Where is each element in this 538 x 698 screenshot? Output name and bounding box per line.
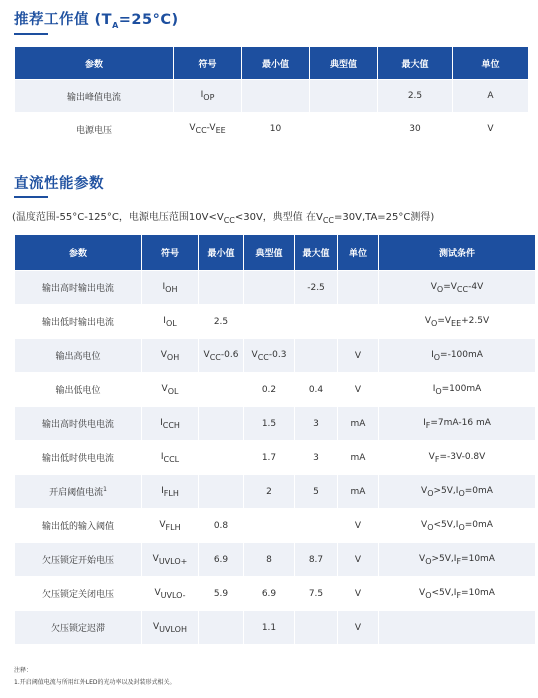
symbol-cell: [174, 80, 241, 112]
typ-cell: [244, 441, 294, 474]
symbol-text: I: [163, 315, 166, 326]
symbol-cell: [142, 373, 198, 406]
min-cell: [199, 611, 243, 644]
min-cell: [199, 339, 243, 372]
condition-sub: O: [427, 488, 434, 498]
cond-part-b: <30V，典型值 在V: [234, 212, 323, 223]
condition-sub: O: [435, 386, 442, 396]
param-cell: [15, 339, 141, 372]
max-text: 0.4: [308, 384, 324, 395]
unit-cell: [338, 543, 378, 576]
symbol-sub: UVLOH: [159, 624, 187, 634]
param-cell: [15, 543, 141, 576]
max-cell: [295, 577, 337, 610]
condition-sub: F: [434, 454, 440, 464]
symbol-text: I: [160, 451, 164, 462]
unit-cell: [453, 80, 528, 112]
symbol-sub: UVLO-: [160, 590, 186, 600]
table2-row: [15, 577, 535, 610]
unit-value: V: [487, 124, 494, 134]
section2-title: 直流性能参数: [14, 176, 104, 192]
condition-text: I: [432, 383, 436, 394]
typ-text: 8: [266, 554, 272, 565]
dc-characteristics-table: [14, 234, 536, 645]
symbol-text: I: [162, 281, 166, 292]
condition-rest: <5V,I: [433, 519, 459, 530]
condition-cell: [379, 373, 535, 406]
symbol-sub: FLH: [163, 488, 179, 498]
max-cell: [295, 611, 337, 644]
typ-cell: [244, 407, 294, 440]
symbol-sub: OP: [203, 92, 215, 102]
table1-header-0: 参数: [15, 47, 173, 79]
table2-row: [15, 543, 535, 576]
condition-rest: =7mA-16 mA: [430, 417, 491, 428]
max-text: 8.7: [308, 554, 324, 565]
condition-cell: [379, 305, 535, 338]
condition-text: V: [421, 519, 428, 530]
min-cell: [199, 407, 243, 440]
max-cell: [295, 305, 337, 338]
unit-cell: [453, 113, 528, 145]
unit-cell: [338, 441, 378, 474]
test-conditions-note: [12, 208, 434, 225]
condition-sub2: CC: [456, 284, 469, 294]
typ-cell: [244, 475, 294, 508]
param-cell: [15, 305, 141, 338]
table2-header-0: 参数: [15, 235, 141, 270]
min-text: V: [203, 349, 210, 360]
max-cell: [295, 509, 337, 542]
param-name: 输出高时供电电流: [41, 420, 114, 430]
param-name: 电源电压: [75, 125, 112, 136]
min-cell: [199, 271, 243, 304]
condition-cell: [379, 339, 535, 372]
max-cell: [295, 373, 337, 406]
table1-row: [15, 80, 528, 112]
min-cell: [199, 373, 243, 406]
symbol-cell: [142, 475, 198, 508]
typ-cell: [244, 611, 294, 644]
condition-rest2: =0mA: [464, 519, 493, 530]
table2-row: [15, 339, 535, 372]
condition-sub: O: [433, 352, 441, 362]
table2-row: [15, 305, 535, 338]
table1-header-row: [15, 47, 528, 79]
symbol-cell: [142, 407, 198, 440]
table1-header-1: 符号: [174, 47, 241, 79]
symbol-sub: OH: [165, 284, 178, 294]
param-cell: [15, 475, 141, 508]
table2-header-4: 最大值: [295, 235, 337, 270]
max-cell: [295, 475, 337, 508]
symbol-text: V: [161, 383, 168, 394]
unit-text: mA: [350, 452, 366, 463]
table2-row: [15, 611, 535, 644]
condition-rest: <5V,I: [431, 587, 457, 598]
param-cell: [15, 577, 141, 610]
min-cell: [199, 577, 243, 610]
condition-sub2: O: [458, 522, 465, 532]
unit-cell: [338, 611, 378, 644]
symbol-text: V: [189, 123, 196, 134]
symbol-cell: [142, 271, 198, 304]
table1-body: [15, 80, 528, 145]
symbol-text: I: [160, 417, 163, 428]
condition-sub2: O: [458, 488, 465, 498]
symbol-sub: CCH: [162, 420, 180, 430]
max-value: 30: [409, 124, 421, 134]
typ-text: V: [251, 349, 258, 360]
symbol-sub: OH: [166, 352, 180, 362]
param-cell: [15, 80, 173, 112]
condition-text: V: [424, 315, 432, 326]
max-text: -2.5: [307, 282, 325, 293]
max-cell: [295, 543, 337, 576]
unit-text: mA: [350, 418, 366, 429]
typ-text: 6.9: [261, 588, 277, 599]
max-text: 5: [313, 486, 319, 497]
param-name: 输出低时输出电流: [41, 318, 114, 328]
max-cell: [295, 407, 337, 440]
param-name: 欠压锁定关闭电压: [41, 590, 114, 600]
condition-cell: [379, 577, 535, 610]
unit-cell: [338, 373, 378, 406]
condition-rest2: -4V: [468, 281, 484, 292]
section2-underline: [14, 196, 48, 198]
param-name: 开启阈值电流: [49, 488, 104, 498]
param-cell: [15, 611, 141, 644]
max-text: 3: [313, 418, 319, 429]
unit-value: A: [487, 91, 494, 101]
max-value: 2.5: [407, 91, 423, 101]
param-cell: [15, 113, 173, 145]
max-cell: [295, 339, 337, 372]
param-name: 输出高电位: [55, 352, 101, 362]
condition-sub2: F: [456, 556, 462, 566]
condition-rest2: =0mA: [464, 485, 493, 496]
section1-title-suffix: =25°C): [118, 12, 179, 28]
typ-text: 0.2: [261, 384, 277, 395]
condition-rest: =-3V-0.8V: [439, 451, 486, 462]
unit-cell: [338, 305, 378, 338]
condition-cell: [379, 543, 535, 576]
unit-cell: [338, 577, 378, 610]
condition-text: I: [423, 417, 426, 428]
table1-row: [15, 113, 528, 145]
symbol2-text: -V: [206, 123, 216, 134]
min-text: 6.9: [213, 554, 229, 565]
table2-row: [15, 407, 535, 440]
condition-text: I: [431, 349, 434, 360]
condition-cell: [379, 475, 535, 508]
cond-part-a: (温度范围-55°C-125°C，电源电压范围10V<V: [12, 212, 224, 223]
section1-title-sub: A: [112, 20, 119, 30]
table2-body: [15, 271, 535, 644]
typ-cell: [244, 339, 294, 372]
typ-cell: [310, 113, 377, 145]
typ-cell: [244, 543, 294, 576]
max-cell: [378, 113, 452, 145]
unit-text: V: [354, 350, 362, 361]
condition-rest: =-100mA: [440, 349, 483, 360]
recommended-conditions-table: [14, 46, 529, 146]
condition-text: V: [430, 281, 437, 292]
unit-text: V: [354, 384, 362, 395]
notes-line1: 1.开启阈值电流与所用红外LED的光功率以及封装形式相关。: [14, 679, 176, 686]
param-cell: [15, 509, 141, 542]
symbol-cell: [142, 543, 198, 576]
param-footnote: 1: [103, 486, 107, 493]
min-cell: [199, 543, 243, 576]
symbol-text: I: [161, 485, 164, 496]
typ-rest: -0.3: [268, 349, 287, 360]
symbol-sub: FLH: [165, 522, 181, 532]
condition-sub2: F: [456, 590, 462, 600]
condition-rest: >5V,I: [433, 485, 459, 496]
symbol-text: V: [160, 349, 167, 360]
condition-sub: F: [425, 420, 431, 430]
max-cell: [378, 80, 452, 112]
section1-title-prefix: 推荐工作值 (T: [14, 12, 113, 28]
typ-text: 1.7: [261, 452, 277, 463]
symbol-sub: UVLO+: [158, 556, 188, 566]
condition-rest2: =10mA: [461, 587, 495, 598]
param-name: 欠压锁定开始电压: [41, 556, 114, 566]
max-text: 7.5: [308, 588, 324, 599]
table2-header-row: [15, 235, 535, 270]
section1-underline: [14, 33, 48, 35]
param-name: 欠压锁定迟滞: [50, 624, 105, 634]
typ-cell: [310, 80, 377, 112]
symbol-text: V: [154, 587, 161, 598]
table2-row: [15, 509, 535, 542]
condition-rest2: +2.5V: [461, 315, 490, 326]
unit-text: V: [354, 554, 362, 565]
condition-cell: [379, 509, 535, 542]
param-name: 输出低电位: [55, 386, 101, 396]
notes: [14, 665, 175, 686]
condition-cell: [379, 611, 535, 644]
max-text: 3: [313, 452, 319, 463]
min-cell: [242, 80, 309, 112]
symbol-cell: [142, 441, 198, 474]
symbol-cell: [174, 113, 241, 145]
condition-sub: O: [427, 522, 434, 532]
table2-row: [15, 373, 535, 406]
typ-cell: [244, 577, 294, 610]
min-value: 10: [269, 124, 282, 134]
unit-cell: [338, 475, 378, 508]
min-cell: [199, 305, 243, 338]
table2-header-1: 符号: [142, 235, 198, 270]
typ-cell: [244, 373, 294, 406]
min-text: 0.8: [213, 520, 229, 531]
unit-text: V: [354, 520, 362, 531]
table2-row: [15, 271, 535, 304]
min-cell: [242, 113, 309, 145]
typ-text: 1.5: [261, 418, 277, 429]
symbol-cell: [142, 577, 198, 610]
unit-text: V: [354, 588, 362, 599]
param-cell: [15, 373, 141, 406]
param-name: 输出高时输出电流: [41, 284, 114, 294]
symbol-sub: OL: [167, 386, 179, 396]
typ-cell: [244, 509, 294, 542]
param-cell: [15, 441, 141, 474]
param-cell: [15, 271, 141, 304]
symbol-sub: CC: [195, 125, 207, 135]
condition-cell: [379, 441, 535, 474]
unit-cell: [338, 407, 378, 440]
table2-row: [15, 475, 535, 508]
table1-header-2: 最小值: [242, 47, 309, 79]
min-cell: [199, 509, 243, 542]
unit-cell: [338, 509, 378, 542]
section1-title: [14, 8, 179, 30]
typ-cell: [244, 271, 294, 304]
condition-sub: O: [425, 556, 432, 566]
symbol-text: I: [200, 90, 204, 101]
condition-rest: =V: [443, 281, 457, 292]
condition-text: V: [419, 553, 426, 564]
table2-header-6: 测试条件: [379, 235, 535, 270]
min-rest: -0.6: [220, 349, 239, 360]
condition-rest: =100mA: [441, 383, 482, 394]
symbol-cell: [142, 611, 198, 644]
condition-rest: =V: [437, 315, 452, 326]
symbol-text: V: [159, 519, 166, 530]
unit-text: mA: [350, 486, 366, 497]
typ-text: 1.1: [261, 622, 277, 633]
typ-sub: CC: [257, 352, 269, 362]
condition-text: V: [421, 485, 428, 496]
notes-title: 注释：: [14, 667, 33, 674]
condition-rest: >5V,I: [431, 553, 457, 564]
min-text: 2.5: [213, 316, 229, 327]
table2-header-2: 最小值: [199, 235, 243, 270]
cond-part-c: =30V,TA=25°C测得): [334, 212, 435, 223]
condition-text: V: [419, 587, 426, 598]
table2-row: [15, 441, 535, 474]
symbol-text: V: [153, 621, 160, 632]
typ-cell: [244, 305, 294, 338]
unit-cell: [338, 271, 378, 304]
min-cell: [199, 475, 243, 508]
condition-rest2: =10mA: [461, 553, 495, 564]
condition-cell: [379, 271, 535, 304]
table1-header-5: 单位: [453, 47, 528, 79]
param-cell: [15, 407, 141, 440]
max-cell: [295, 441, 337, 474]
symbol-sub: OL: [165, 318, 177, 328]
min-sub: CC: [209, 352, 221, 362]
table1-header-3: 典型值: [310, 47, 377, 79]
cond-sub-1: CC: [223, 216, 235, 225]
unit-cell: [338, 339, 378, 372]
symbol-cell: [142, 305, 198, 338]
param-name: 输出低时供电电流: [41, 454, 114, 464]
symbol2-sub: EE: [215, 125, 226, 135]
param-name: 输出峰值电流: [66, 92, 121, 103]
condition-sub: O: [431, 318, 438, 328]
param-name: 输出低的输入阈值: [41, 522, 114, 532]
max-cell: [295, 271, 337, 304]
min-text: 5.9: [213, 588, 229, 599]
table2-header-3: 典型值: [244, 235, 294, 270]
table2-header-5: 单位: [338, 235, 378, 270]
min-cell: [199, 441, 243, 474]
symbol-cell: [142, 509, 198, 542]
typ-text: 2: [266, 486, 272, 497]
condition-text: V: [428, 451, 435, 462]
unit-text: V: [354, 622, 362, 633]
symbol-sub: CCL: [163, 454, 180, 464]
table1-header-4: 最大值: [378, 47, 452, 79]
condition-sub: O: [425, 590, 432, 600]
condition-sub: O: [436, 284, 444, 294]
symbol-text: V: [152, 553, 159, 564]
cond-sub-2: CC: [322, 216, 334, 225]
condition-cell: [379, 407, 535, 440]
condition-sub2: EE: [451, 318, 462, 328]
symbol-cell: [142, 339, 198, 372]
